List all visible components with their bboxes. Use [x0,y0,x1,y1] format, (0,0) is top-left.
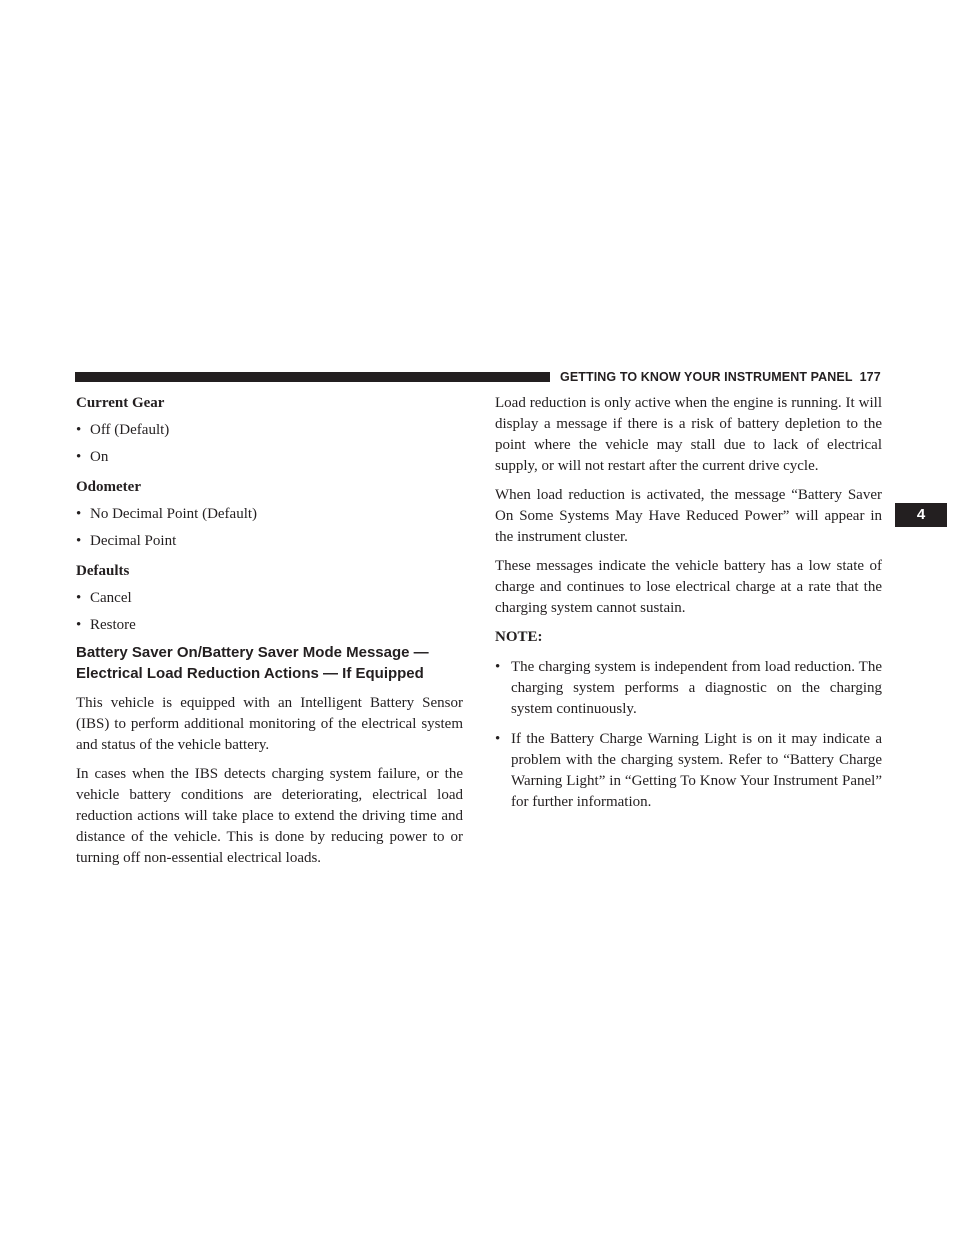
page-number: 177 [859,370,881,384]
body-paragraph: In cases when the IBS detects charging system failure, or the vehicle battery conditions are deteriorating, electrical load reduction actions will take place to extend the driving time and distance of the vehicle. This is done by reducing power to or turning off non-essential electrical loads. [76,766,463,866]
odometer-options [76,504,463,552]
note-label: NOTE: [495,629,543,645]
note-item: • If the Battery Charge Warning Light is on it may indicate a problem with the charging system. Refer to “Battery Charge Warning Light” in “Getting To Know Your Instrument Panel” for further information. [495,729,882,813]
section-heading: Battery Saver On/Battery Saver Mode Message — Electrical Load Reduction Actions — If Equipped [76,644,429,682]
odometer-heading: Odometer [76,479,141,495]
list-item: • Cancel [76,588,463,609]
left-column [76,393,463,877]
list-item: • Off (Default) [76,420,463,441]
body-paragraph: Load reduction is only active when the engine is running. It will display a message if there is a risk of battery depletion to the point where the vehicle may stall due to lack of electrical supply, or will not restart after the current drive cycle. [495,395,882,474]
list-item: • No Decimal Point (Default) [76,504,463,525]
current-gear-heading: Current Gear [76,395,165,411]
defaults-options [76,588,463,636]
list-item: • Restore [76,615,463,636]
section-title: GETTING TO KNOW YOUR INSTRUMENT PANEL [560,370,853,384]
body-paragraph: This vehicle is equipped with an Intelligent Battery Sensor (IBS) to perform additional monitoring of the electrical system and status of the vehicle battery. [76,695,463,753]
list-item: • Decimal Point [76,531,463,552]
right-column [495,393,882,822]
chapter-tab: 4 [895,503,947,527]
current-gear-options [76,420,463,468]
note-list [495,657,882,813]
note-item: • The charging system is independent from load reduction. The charging system performs a diagnostic on the charging system continuously. [495,657,882,720]
header-rule [75,372,550,382]
body-paragraph: When load reduction is activated, the message “Battery Saver On Some Systems May Have Reduced Power” will appear in the instrument cluster. [495,487,882,545]
list-item: • On [76,447,463,468]
body-paragraph: These messages indicate the vehicle battery has a low state of charge and continues to lose electrical charge at a rate that the charging system cannot sustain. [495,558,882,616]
running-header [560,369,882,385]
defaults-heading: Defaults [76,563,130,579]
